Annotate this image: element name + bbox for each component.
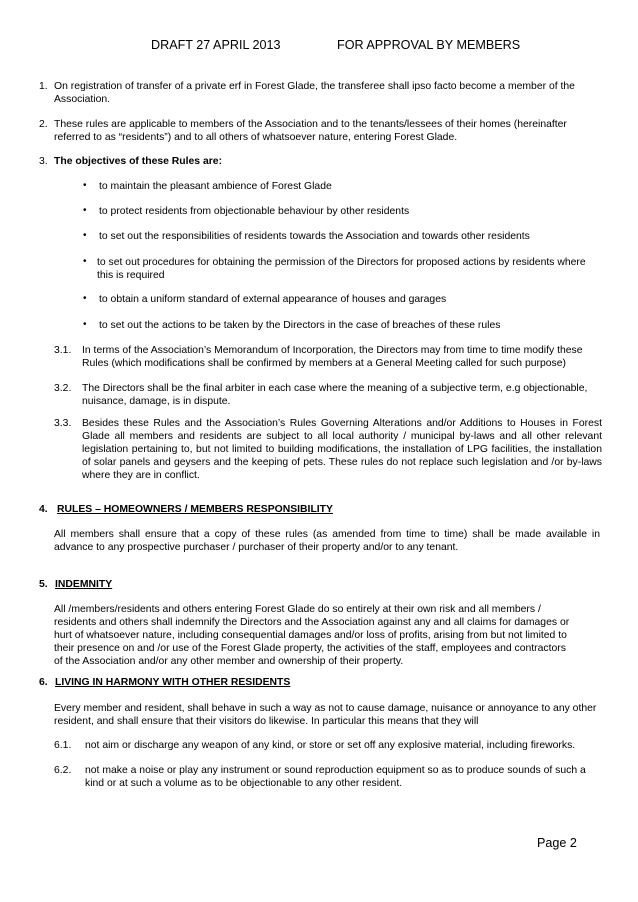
section-4-number: 4. (39, 504, 48, 515)
section-2-number: 2. (39, 119, 48, 130)
clause-3-2-number: 3.2. (54, 383, 72, 394)
bullet-icon: • (83, 319, 87, 330)
section-3-number: 3. (39, 156, 48, 167)
clause-3-1-number: 3.1. (54, 345, 72, 356)
objective-item: to obtain a uniform standard of external appearance of houses and garages (99, 294, 447, 305)
section-3-heading: The objectives of these Rules are: (54, 156, 223, 167)
section-6-number: 6. (39, 677, 48, 688)
objective-item: to set out the actions to be taken by the Directors in the case of breaches of these rules (99, 320, 501, 331)
indemnity-line: of the Association and/or any other member and ownership of their property. (54, 656, 404, 667)
section-6-heading: LIVING IN HARMONY WITH OTHER RESIDENTS (55, 677, 291, 688)
clause-3-3-number: 3.3. (54, 418, 72, 429)
indemnity-line: hurt of whatsoever nature, including consequential damages and/or loss of profits, arising from but not limited to (54, 630, 567, 641)
section-1-text: On registration of transfer of a private erf in Forest Glade, the transferee shall ipso facto become a member of the Association. (54, 81, 575, 105)
indemnity-line: their presence on and /or use of the Forest Glade property, the activities of the staff, employees and contractors (54, 643, 566, 654)
bullet-icon: • (83, 256, 87, 267)
bullet-icon: • (83, 230, 87, 241)
clause-3-3-text: Besides these Rules and the Association’s Rules Governing Alterations and/or Additions to Houses in Forest Glade all members and residents are subject to all local authority / municipal by-laws and all other relevant legislation pertaining to, but not limited to building modifications, the installation of LPG facilities, the installation of solar panels and geysers and the keeping of pets. These rules do not replace such legislation and /or by-laws where they are in conflict. (82, 418, 602, 481)
section-4-heading: RULES – HOMEOWNERS / MEMBERS RESPONSIBILITY (57, 504, 333, 515)
objective-item: to set out the responsibilities of residents towards the Association and towards other residents (99, 231, 530, 242)
page-number: Page 2 (537, 836, 577, 850)
indemnity-line: residents and others shall indemnify the Directors and the Association against any and all claims for damages or (54, 617, 570, 628)
section-5-number: 5. (39, 579, 48, 590)
approval-status: FOR APPROVAL BY MEMBERS (337, 38, 521, 52)
clause-6-2-text: not make a noise or play any instrument or sound reproduction equipment so as to produce sounds of such a kind or at such a volume as to be objectionable to any other resident. (85, 765, 586, 789)
clause-6-1-text: not aim or discharge any weapon of any kind, or store or set off any explosive material, including fireworks. (85, 740, 576, 751)
objective-item: to protect residents from objectionable behaviour by other residents (99, 206, 410, 217)
section-2-text: These rules are applicable to members of the Association and to the tenants/lessees of their homes (hereinafter referred to as “residents”) and to all others of whatsoever nature, entering Forest Glade. (54, 119, 567, 143)
section-5-heading: INDEMNITY (55, 579, 113, 590)
objective-item: to maintain the pleasant ambience of Forest Glade (99, 181, 332, 192)
clause-3-1-text: In terms of the Association’s Memorandum of Incorporation, the Directors may from time to time modify these Rules (which modifications shall be confirmed by members at a General Meeting called for such purpose) (82, 345, 583, 369)
bullet-icon: • (83, 180, 87, 191)
bullet-icon: • (83, 293, 87, 304)
clause-6-2-number: 6.2. (54, 765, 72, 776)
objective-item: to set out procedures for obtaining the permission of the Directors for proposed actions by residents where this is required (97, 257, 586, 281)
section-1-number: 1. (39, 81, 48, 92)
section-6-text: Every member and resident, shall behave in such a way as not to cause damage, nuisance or annoyance to any other resident, and shall ensure that their visitors do likewise. In particular this means that they will (54, 703, 597, 727)
clause-3-2-text: The Directors shall be the final arbiter in each case where the meaning of a subjective term, e.g objectionable, nuisance, damage, is in dispute. (82, 383, 588, 407)
clause-6-1-number: 6.1. (54, 740, 72, 751)
draft-date: DRAFT 27 APRIL 2013 (151, 38, 281, 52)
bullet-icon: • (83, 205, 87, 216)
indemnity-line: All /members/residents and others entering Forest Glade do so entirely at their own risk and all members / (54, 604, 541, 615)
section-4-text: All members shall ensure that a copy of these rules (as amended from time to time) shall be made available in advance to any prospective purchaser / purchaser of their property and/or to any tenant. (54, 529, 600, 553)
